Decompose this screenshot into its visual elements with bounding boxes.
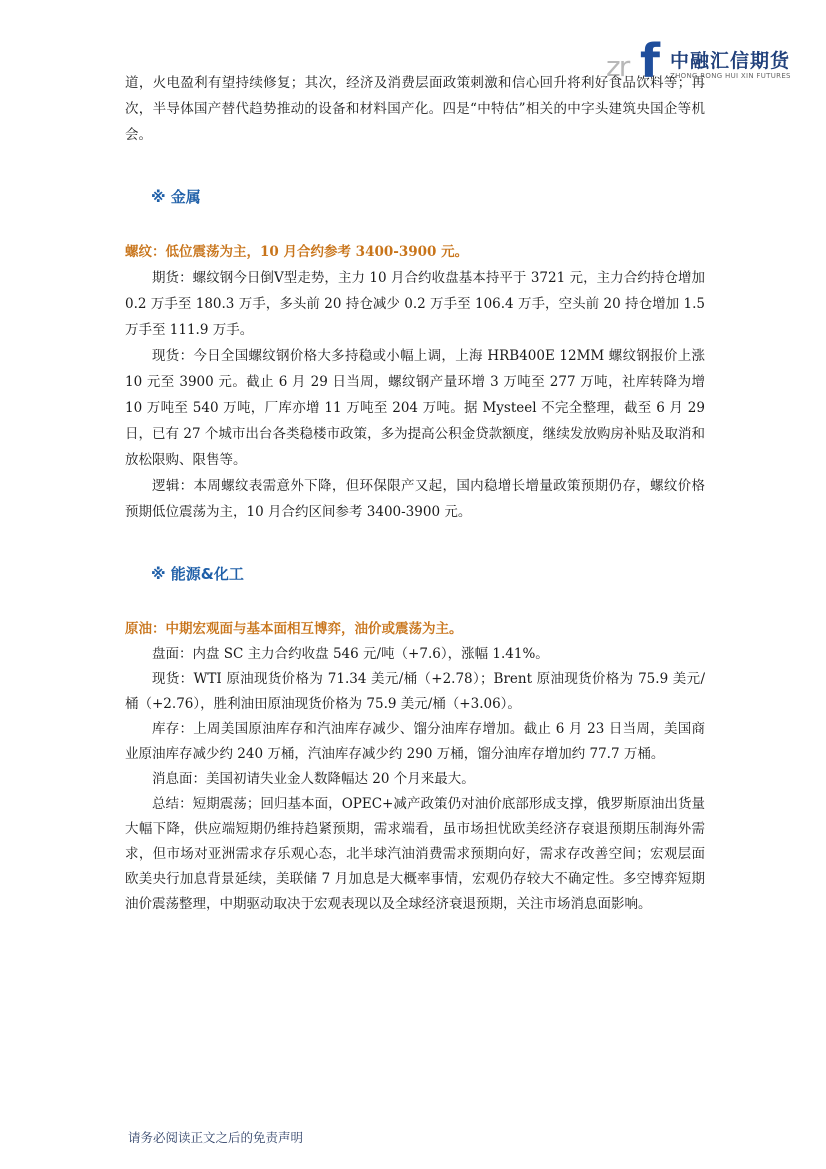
logo-mark: zr <box>606 50 629 83</box>
crude-block <box>125 616 705 917</box>
rebar-spot-paragraph: 现货：今日全国螺纹钢价格大多持稳或小幅上调，上海 HRB400E 12MM 螺纹钢报价上涨 10 元至 3900 元。截止 6 月 29 日当周，螺纹钢产量环增 3 万吨至 277 万吨，社库转降为增 10 万吨至 540 万吨，厂库亦增 11 万吨至 204 万吨。据 Mysteel 不完全整理，截至 6 月 29 日，已有 27 个城市出台各类稳楼市政策，多为提高公积金贷款额度，继续发放购房补贴及取消和放松限购、限售等。 <box>125 348 705 468</box>
crude-inventory-paragraph: 库存：上周美国原油库存和汽油库存减少、馏分油库存增加。截止 6 月 23 日当周，美国商业原油库存减少约 240 万桶，汽油库存减少约 290 万桶，馏分油库存增加约 77.7 万桶。 <box>125 721 705 762</box>
logo-company-name: 中融汇信期货 <box>670 50 791 72</box>
rebar-futures-paragraph: 期货：螺纹钢今日倒Ⅴ型走势，主力 10 月合约收盘基本持平于 3721 元，主力合约持仓增加 0.2 万手至 180.3 万手，多头前 20 持仓减少 0.2 万手至 106.4 万手，空头前 20 持仓增加 1.5 万手至 111.9 万手。 <box>125 270 705 338</box>
rebar-heading: 螺纹：低位震荡为主，10 月合约参考 3400-3900 元。 <box>125 244 469 260</box>
crude-summary-paragraph: 总结：短期震荡；回归基本面，OPEC+减产政策仍对油价底部形成支撑，俄罗斯原油出货量大幅下降，供应端短期仍维持趋紧预期，需求端看，虽市场担忧欧美经济存衰退预期压制海外需求，但市场对亚洲需求存乐观心态，北半球汽油消费需求预期向好，需求存改善空间；宏观层面欧美央行加息背景延续，美联储 7 月加息是大概率事情，宏观仍存较大不确定性。多空博弈短期油价震荡整理，中期驱动取决于宏观表现以及全球经济衰退预期，关注市场消息面影响。 <box>125 796 705 912</box>
report-body <box>125 70 705 917</box>
logo-f-glyph: f <box>640 34 661 88</box>
rebar-logic-paragraph: 逻辑：本周螺纹表需意外下降，但环保限产又起，国内稳增长增量政策预期仍存，螺纹价格预期低位震荡为主，10 月合约区间参考 3400-3900 元。 <box>125 478 705 520</box>
logo-company-english: ZHONG RONG HUI XIN FUTURES <box>670 72 791 80</box>
crude-news-paragraph: 消息面：美国初请失业金人数降幅达 20 个月来最大。 <box>152 771 475 787</box>
intro-paragraph: 道，火电盈利有望持续修复；其次，经济及消费层面政策刺激和信心回升将利好食品饮料等；再次，半导体国产替代趋势推动的设备和材料国产化。四是“中特估”相关的中字头建筑央国企等机会。 <box>125 75 705 143</box>
section-title-metals: ※ 金属 <box>151 188 201 206</box>
crude-market-paragraph: 盘面：内盘 SC 主力合约收盘 546 元/吨（+7.6），涨幅 1.41%。 <box>152 646 549 662</box>
section-title-energy: ※ 能源&化工 <box>151 565 244 583</box>
crude-spot-paragraph: 现货：WTI 原油现货价格为 71.34 美元/桶（+2.78）；Brent 原油现货价格为 75.9 美元/桶（+2.76），胜利油田原油现货价格为 75.9 美元/桶（+3.06）。 <box>125 671 705 712</box>
crude-heading: 原油：中期宏观面与基本面相互博弈，油价或震荡为主。 <box>125 621 463 637</box>
disclaimer-footer: 请务必阅读正文之后的免责声明 <box>128 1130 304 1145</box>
